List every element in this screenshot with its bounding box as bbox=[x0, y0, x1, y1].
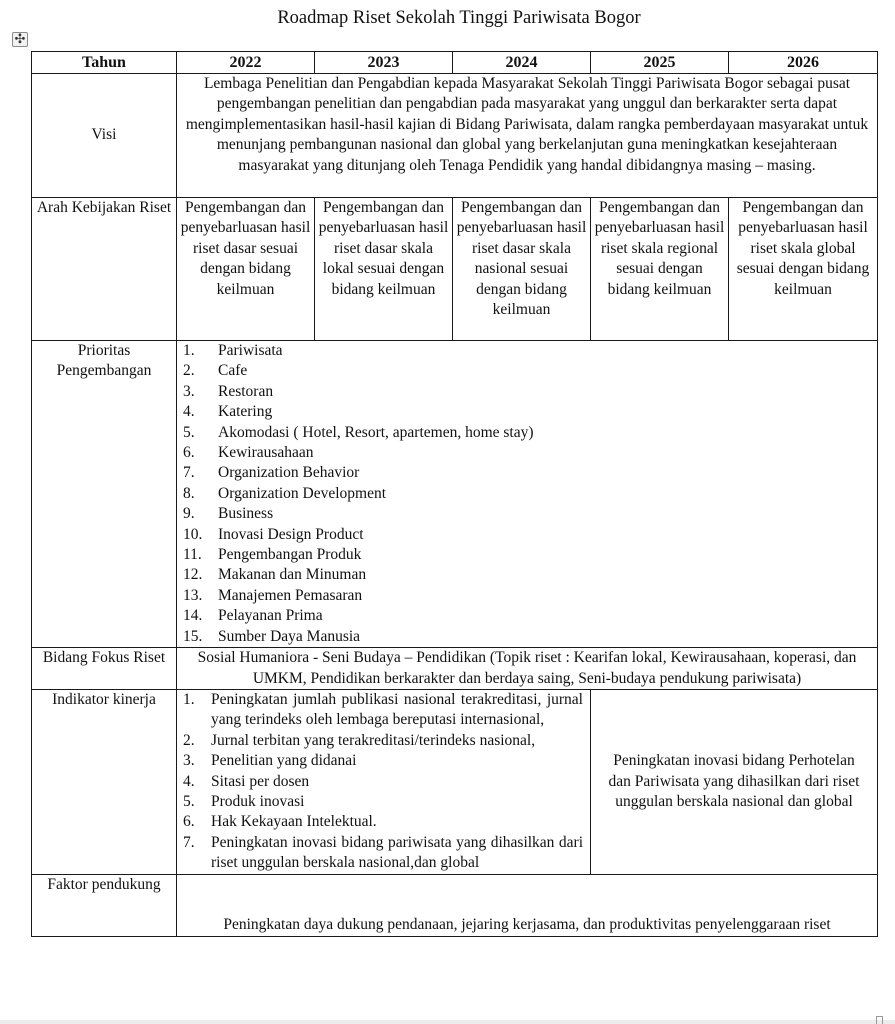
list-number: 2. bbox=[183, 362, 195, 380]
list-text: Organization Development bbox=[218, 484, 387, 502]
list-item bbox=[183, 504, 870, 524]
list-item bbox=[183, 545, 870, 565]
list-item bbox=[183, 341, 870, 361]
bidang-fokus-text: Sosial Humaniora - Seni Budaya – Pendidikan (Topik riset : Kearifan lokal, Kewirausahaan, koperasi, dan UMKM, Pendidikan berkarakter dan berdaya saing, Seni-budaya pendukung pariwisata) bbox=[177, 648, 878, 690]
list-number: 11. bbox=[183, 546, 202, 564]
list-item bbox=[183, 751, 583, 771]
list-number: 15. bbox=[183, 627, 203, 645]
prioritas-label: Prioritas Pengembangan bbox=[32, 341, 177, 648]
list-item bbox=[183, 402, 870, 422]
list-number: 10. bbox=[183, 525, 203, 543]
list-number: 8. bbox=[183, 484, 195, 502]
list-text: Pelayanan Prima bbox=[218, 607, 323, 625]
list-text: Peningkatan jumlah publikasi nasional terakreditasi, jurnal yang terindeks oleh lembaga bereputasi internasional, bbox=[211, 690, 583, 729]
list-item bbox=[183, 792, 583, 812]
list-number: 14. bbox=[183, 607, 203, 625]
list-number: 1. bbox=[183, 342, 195, 359]
list-text: Business bbox=[218, 505, 274, 523]
arah-kebijakan-2026: Pengembangan dan penyebarluasan hasil riset skala global sesuai dengan bidang keilmuan bbox=[729, 198, 878, 341]
list-number: 6. bbox=[183, 444, 195, 462]
indikator-list-cell bbox=[177, 689, 591, 874]
list-item bbox=[183, 361, 870, 381]
header-year-2025: 2025 bbox=[591, 52, 729, 74]
arah-kebijakan-2022: Pengembangan dan penyebarluasan hasil riset dasar sesuai dengan bidang keilmuan bbox=[177, 198, 315, 341]
indikator-label: Indikator kinerja bbox=[32, 689, 177, 874]
indikator-row bbox=[32, 689, 878, 874]
header-year-2026: 2026 bbox=[729, 52, 878, 74]
list-number: 5. bbox=[183, 423, 195, 441]
arah-kebijakan-2023: Pengembangan dan penyebarluasan hasil riset dasar skala lokal sesuai dengan bidang keilmuan bbox=[315, 198, 453, 341]
faktor-pendukung-label: Faktor pendukung bbox=[32, 874, 177, 936]
list-number: 4. bbox=[183, 403, 195, 421]
indikator-list bbox=[180, 690, 587, 874]
list-text: Manajemen Pemasaran bbox=[218, 586, 363, 604]
header-tahun: Tahun bbox=[32, 52, 177, 74]
visi-text: Lembaga Penelitian dan Pengabdian kepada Masyarakat Sekolah Tinggi Pariwisata Bogor sebagai pusat pengembangan penelitian dan pengabdian pada masyarakat yang unggul dan berkarakter serta dapat mengimplementasikan hasil-hasil kajian di Bidang Pariwisata, dalam rangka pemberdayaan masyarakat untuk menunjang pembangunan nasional dan global yang berkelanjutan guna meningkatkan kesejahteraan masyarakat yang ditunjang oleh Tenaga Pendidik yang handal dibidangnya masing – masing. bbox=[177, 74, 878, 198]
list-text: Makanan dan Minuman bbox=[218, 566, 367, 584]
list-text: Peningkatan inovasi bidang pariwisata yang dihasilkan dari riset unggulan berskala nasional,dan global bbox=[211, 833, 583, 872]
list-text: Hak Kekayaan Intelektual. bbox=[211, 813, 377, 831]
list-text: Pengembangan Produk bbox=[218, 546, 362, 564]
list-number: 13. bbox=[183, 586, 203, 604]
list-item bbox=[183, 731, 583, 751]
indikator-summary: Peningkatan inovasi bidang Perhotelan dan Pariwisata yang dihasilkan dari riset unggulan berskala nasional dan global bbox=[591, 689, 878, 874]
list-number: 6. bbox=[183, 813, 195, 831]
list-item bbox=[183, 586, 870, 606]
document-title: Roadmap Riset Sekolah Tinggi Pariwisata Bogor bbox=[277, 8, 641, 28]
list-text: Sumber Daya Manusia bbox=[218, 627, 361, 645]
list-text: Jurnal terbitan yang terakreditasi/terindeks nasional, bbox=[211, 731, 536, 749]
visi-label: Visi bbox=[32, 74, 177, 198]
list-number: 9. bbox=[183, 505, 195, 523]
list-item bbox=[183, 443, 870, 463]
list-text: Cafe bbox=[218, 362, 248, 380]
list-text: Pariwisata bbox=[218, 342, 283, 359]
page-footer-strip bbox=[0, 1020, 895, 1024]
list-item bbox=[183, 484, 870, 504]
list-item bbox=[183, 833, 583, 874]
list-text: Akomodasi ( Hotel, Resort, apartemen, home stay) bbox=[218, 423, 534, 441]
table-resize-handle[interactable] bbox=[876, 1016, 883, 1024]
list-item bbox=[183, 772, 583, 792]
visi-row bbox=[32, 74, 878, 198]
list-text: Inovasi Design Product bbox=[218, 525, 364, 543]
list-text: Restoran bbox=[218, 382, 274, 400]
list-number: 7. bbox=[183, 833, 195, 851]
bidang-fokus-label: Bidang Fokus Riset bbox=[32, 648, 177, 690]
list-item bbox=[183, 606, 870, 626]
list-number: 7. bbox=[183, 464, 195, 482]
list-item bbox=[183, 525, 870, 545]
list-item bbox=[183, 690, 583, 731]
roadmap-table bbox=[31, 51, 878, 937]
list-number: 3. bbox=[183, 382, 195, 400]
header-year-2024: 2024 bbox=[453, 52, 591, 74]
list-item bbox=[183, 382, 870, 402]
arah-kebijakan-2025: Pengembangan dan penyebarluasan hasil riset skala regional sesuai dengan bidang keilmuan bbox=[591, 198, 729, 341]
arah-kebijakan-2024: Pengembangan dan penyebarluasan hasil riset dasar skala nasional sesuai dengan bidang keilmuan bbox=[453, 198, 591, 341]
list-text: Sitasi per dosen bbox=[211, 772, 310, 790]
arah-kebijakan-row bbox=[32, 198, 878, 341]
list-number: 1. bbox=[183, 690, 195, 708]
prioritas-row bbox=[32, 341, 878, 648]
bidang-fokus-row bbox=[32, 648, 878, 690]
list-number: 4. bbox=[183, 772, 195, 790]
faktor-pendukung-row bbox=[32, 874, 878, 936]
list-text: Penelitian yang didanai bbox=[211, 752, 357, 770]
move-arrows-icon: ✣ bbox=[14, 32, 26, 47]
table-move-handle[interactable] bbox=[12, 32, 28, 47]
list-item bbox=[183, 565, 870, 585]
list-number: 3. bbox=[183, 752, 195, 770]
list-text: Katering bbox=[218, 403, 273, 421]
prioritas-list bbox=[180, 341, 874, 647]
header-year-2023: 2023 bbox=[315, 52, 453, 74]
arah-kebijakan-label: Arah Kebijakan Riset bbox=[32, 198, 177, 341]
list-item bbox=[183, 423, 870, 443]
list-text: Organization Behavior bbox=[218, 464, 360, 482]
list-text: Kewirausahaan bbox=[218, 444, 314, 462]
list-number: 12. bbox=[183, 566, 203, 584]
list-number: 5. bbox=[183, 792, 195, 810]
list-text: Produk inovasi bbox=[211, 792, 305, 810]
list-item bbox=[183, 463, 870, 483]
header-year-2022: 2022 bbox=[177, 52, 315, 74]
list-number: 2. bbox=[183, 731, 195, 749]
prioritas-cell bbox=[177, 341, 878, 648]
header-row bbox=[32, 52, 878, 74]
faktor-pendukung-text: Peningkatan daya dukung pendanaan, jejaring kerjasama, dan produktivitas penyelenggaraan riset bbox=[177, 874, 878, 936]
list-item bbox=[183, 627, 870, 647]
list-item bbox=[183, 812, 583, 832]
